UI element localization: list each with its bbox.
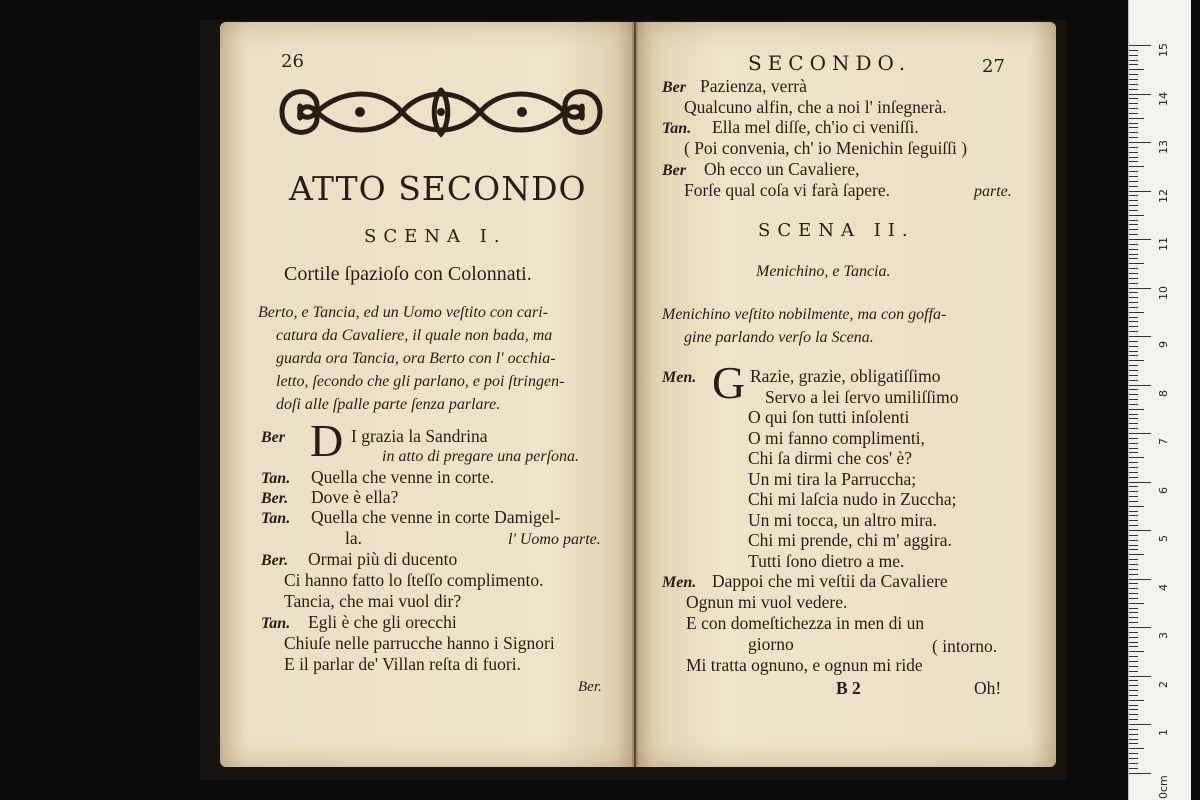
verse-line: Ognun mi vuol vedere. bbox=[686, 592, 848, 612]
ruler-tick bbox=[1129, 617, 1138, 618]
ruler-tick bbox=[1129, 84, 1138, 85]
ruler-tick bbox=[1129, 443, 1138, 444]
ruler-tick bbox=[1129, 734, 1138, 735]
inline-direction: parte. bbox=[974, 183, 1012, 200]
ruler-tick bbox=[1129, 186, 1138, 187]
ruler-tick bbox=[1129, 346, 1138, 347]
ruler-tick bbox=[1129, 268, 1138, 269]
ruler-tick bbox=[1129, 191, 1151, 192]
ruler-tick bbox=[1129, 763, 1138, 764]
verse-line: Dappoi che mi veſtii da Cavaliere bbox=[712, 571, 948, 591]
speaker-label: Tan. bbox=[261, 470, 291, 487]
ruler-tick bbox=[1129, 326, 1138, 327]
ruler-tick bbox=[1129, 428, 1138, 429]
ruler-tick bbox=[1129, 661, 1138, 662]
verse-line: I grazia la Sandrina bbox=[351, 426, 488, 446]
ruler-tick bbox=[1129, 113, 1138, 114]
ruler-tick bbox=[1129, 55, 1138, 56]
ruler-tick bbox=[1129, 152, 1138, 153]
ruler-tick bbox=[1129, 588, 1138, 589]
ruler-tick bbox=[1129, 709, 1138, 710]
ruler-label: 13 bbox=[1157, 140, 1170, 154]
ruler-tick bbox=[1129, 409, 1144, 410]
ruler-tick bbox=[1129, 627, 1151, 628]
ruler-tick bbox=[1129, 355, 1138, 356]
verse-line: Dove è ella? bbox=[311, 487, 399, 507]
ruler-tick bbox=[1129, 288, 1151, 289]
ruler-tick bbox=[1129, 341, 1138, 342]
ruler-tick bbox=[1129, 418, 1138, 419]
verse-line: Quella che venne in corte Damigel- bbox=[311, 507, 561, 527]
ruler-tick bbox=[1129, 506, 1144, 507]
act-title: ATTO SECONDO bbox=[289, 169, 587, 208]
measurement-ruler bbox=[1128, 0, 1191, 800]
ruler-tick bbox=[1129, 622, 1138, 623]
ruler-tick bbox=[1129, 389, 1138, 390]
ruler-tick bbox=[1129, 312, 1144, 313]
speaker-label: Tan. bbox=[261, 615, 291, 632]
ruler-tick bbox=[1129, 549, 1138, 550]
ruler-tick bbox=[1129, 200, 1138, 201]
speaker-label: Men. bbox=[662, 574, 697, 591]
ruler-tick bbox=[1129, 380, 1138, 381]
verse-line: Un mi tocca, un altro mira. bbox=[748, 510, 938, 530]
ruler-tick bbox=[1129, 690, 1138, 691]
ruler-tick bbox=[1129, 758, 1138, 759]
ruler-tick bbox=[1129, 98, 1138, 99]
verse-line: O qui ſon tutti inſolenti bbox=[748, 407, 910, 427]
right-page-number: 27 bbox=[982, 56, 1005, 77]
verse-line: Oh ecco un Cavaliere, bbox=[704, 159, 860, 179]
ruler-tick bbox=[1129, 89, 1138, 90]
ruler-tick bbox=[1129, 612, 1138, 613]
ruler-tick bbox=[1129, 603, 1144, 604]
verse-line: O mi fanno complimenti, bbox=[748, 428, 925, 448]
drop-cap: G bbox=[712, 357, 746, 408]
ruler-tick bbox=[1129, 700, 1144, 701]
direction-line: doſi alle ſpalle parte ſenza parlare. bbox=[276, 396, 501, 413]
verse-line: Chi ſa dirmi che cos' è? bbox=[748, 448, 913, 468]
speaker-label: Ber bbox=[261, 429, 285, 446]
ruler-tick bbox=[1129, 118, 1144, 119]
ruler-tick bbox=[1129, 45, 1151, 46]
verse-line: Mi tratta ognuno, e ognun mi ride bbox=[686, 655, 923, 675]
verse-line: Tutti ſono dietro a me. bbox=[748, 551, 905, 571]
speaker-label: Men. bbox=[662, 369, 697, 386]
speaker-label: Ber. bbox=[261, 552, 289, 569]
scene-characters: Menichino, e Tancia. bbox=[756, 263, 891, 280]
ruler-label: 2 bbox=[1157, 680, 1170, 688]
verse-line: Chiuſe nelle parrucche hanno i Signori bbox=[284, 633, 555, 653]
ruler-tick bbox=[1129, 297, 1138, 298]
verse-line: Chi mi prende, chi m' aggira. bbox=[748, 530, 952, 550]
ruler-tick bbox=[1129, 94, 1151, 95]
ruler-tick bbox=[1129, 414, 1138, 415]
ruler-tick bbox=[1129, 176, 1138, 177]
ruler-tick bbox=[1129, 302, 1138, 303]
ruler-tick bbox=[1129, 511, 1138, 512]
scene-location: Cortile ſpazioſo con Colonnati. bbox=[284, 263, 532, 285]
verse-line: Servo a lei ſervo umiliſſimo bbox=[765, 387, 959, 407]
ruler-tick bbox=[1129, 496, 1138, 497]
ruler-tick bbox=[1129, 467, 1138, 468]
ruler-label: 0cm bbox=[1157, 774, 1170, 799]
verse-line: Un mi tira la Parruccha; bbox=[748, 469, 917, 489]
verse-line: giorno bbox=[748, 634, 794, 654]
ruler-tick bbox=[1129, 729, 1138, 730]
ruler-tick bbox=[1129, 103, 1138, 104]
ruler-tick bbox=[1129, 166, 1144, 167]
direction-line: guarda ora Tancia, ora Berto con l' occhia- bbox=[276, 350, 556, 367]
verse-line: Qualcuno alfin, che a noi l' inſegnerà. bbox=[684, 97, 947, 117]
ruler-tick bbox=[1129, 317, 1138, 318]
ruler-tick bbox=[1129, 375, 1138, 376]
right-scene-title: SCENA II. bbox=[758, 220, 915, 241]
ruler-label: 11 bbox=[1157, 237, 1170, 251]
ruler-tick bbox=[1129, 569, 1138, 570]
ruler-tick bbox=[1129, 205, 1138, 206]
ruler-tick bbox=[1129, 239, 1151, 240]
ruler-tick bbox=[1129, 142, 1151, 143]
left-scene-title: SCENA I. bbox=[364, 226, 507, 247]
ruler-tick bbox=[1129, 273, 1138, 274]
ruler-tick bbox=[1129, 486, 1138, 487]
ruler-tick bbox=[1129, 108, 1138, 109]
ruler-tick bbox=[1129, 137, 1138, 138]
ruler-tick bbox=[1129, 564, 1138, 565]
ruler-tick bbox=[1129, 210, 1138, 211]
ruler-tick bbox=[1129, 50, 1138, 51]
ruler-tick bbox=[1129, 64, 1138, 65]
ruler-tick bbox=[1129, 724, 1151, 725]
direction-line: Berto, e Tancia, ed un Uomo veſtito con cari- bbox=[258, 304, 549, 321]
ruler-tick bbox=[1129, 234, 1138, 235]
right-catchword: Oh! bbox=[974, 678, 1002, 698]
ruler-tick bbox=[1129, 773, 1151, 774]
ruler-tick bbox=[1129, 360, 1144, 361]
ruler-tick bbox=[1129, 244, 1138, 245]
ruler-label: 5 bbox=[1157, 535, 1170, 542]
inline-direction: in atto di pregare una perſona. bbox=[382, 448, 580, 465]
ruler-tick bbox=[1129, 676, 1151, 677]
ruler-tick bbox=[1129, 574, 1138, 575]
ruler-tick bbox=[1129, 321, 1138, 322]
inline-direction: ( intorno. bbox=[932, 636, 998, 656]
speaker-label: Ber bbox=[662, 162, 686, 179]
ruler-tick bbox=[1129, 249, 1138, 250]
verse-line: E con domeſtichezza in men di un bbox=[686, 613, 925, 633]
ruler-tick bbox=[1129, 171, 1138, 172]
drop-cap: D bbox=[310, 415, 344, 466]
ruler-tick bbox=[1129, 220, 1138, 221]
left-catchword: Ber. bbox=[578, 679, 602, 695]
ruler-tick bbox=[1129, 258, 1138, 259]
ruler-tick bbox=[1129, 278, 1138, 279]
ruler-tick bbox=[1129, 593, 1138, 594]
running-head: SECONDO. bbox=[748, 51, 912, 75]
verse-line: Egli è che gli orecchi bbox=[308, 612, 457, 632]
verse-line: Forſe qual coſa vi farà ſapere. bbox=[684, 180, 891, 200]
ruler-tick bbox=[1129, 254, 1138, 255]
ruler-tick bbox=[1129, 705, 1138, 706]
verse-line: Quella che venne in corte. bbox=[311, 467, 495, 487]
left-page-number: 26 bbox=[281, 51, 304, 72]
ruler-tick bbox=[1129, 482, 1151, 483]
ruler-label: 9 bbox=[1157, 341, 1170, 348]
speaker-label: Tan. bbox=[662, 120, 692, 137]
ruler-tick bbox=[1129, 680, 1138, 681]
ruler-tick bbox=[1129, 147, 1138, 148]
ruler-tick bbox=[1129, 637, 1138, 638]
verse-line: Ci hanno fatto lo ſteſſo complimento. bbox=[284, 570, 544, 590]
ruler-tick bbox=[1129, 525, 1138, 526]
ruler-tick bbox=[1129, 642, 1138, 643]
ruler-tick bbox=[1129, 399, 1138, 400]
ruler-tick bbox=[1129, 695, 1138, 696]
ruler-tick bbox=[1129, 608, 1138, 609]
verse-line: ( Poi convenia, ch' io Menichin ſeguiſſi ) bbox=[684, 138, 968, 158]
verse-line: Tancia, che mai vuol dir? bbox=[284, 591, 462, 611]
ruler-tick bbox=[1129, 714, 1138, 715]
ruler-tick bbox=[1129, 307, 1138, 308]
ruler-tick bbox=[1129, 520, 1138, 521]
verse-line: E il parlar de' Villan reſta di fuori. bbox=[284, 654, 521, 674]
ruler-label: 1 bbox=[1157, 729, 1170, 736]
ruler-tick bbox=[1129, 60, 1138, 61]
ruler-tick bbox=[1129, 79, 1138, 80]
ruler-tick bbox=[1129, 457, 1144, 458]
ruler-tick bbox=[1129, 545, 1138, 546]
ruler-tick bbox=[1129, 404, 1138, 405]
ruler-tick bbox=[1129, 598, 1138, 599]
ruler-tick bbox=[1129, 283, 1138, 284]
ruler-label: 15 bbox=[1157, 43, 1170, 57]
ruler-tick bbox=[1129, 719, 1138, 720]
ruler-tick bbox=[1129, 753, 1138, 754]
ruler-tick bbox=[1129, 477, 1138, 478]
ruler-tick bbox=[1129, 385, 1151, 386]
ruler-tick bbox=[1129, 768, 1138, 769]
direction-line: catura da Cavaliere, il quale non bada, ma bbox=[276, 327, 553, 344]
ruler-tick bbox=[1129, 132, 1138, 133]
ruler-tick bbox=[1129, 646, 1138, 647]
verse-line: Pazienza, verrà bbox=[700, 76, 807, 96]
ruler-tick bbox=[1129, 370, 1138, 371]
ruler-tick bbox=[1129, 656, 1138, 657]
direction-line: gine parlando verſo la Scena. bbox=[684, 329, 874, 346]
ruler-tick bbox=[1129, 448, 1138, 449]
ruler-tick bbox=[1129, 69, 1144, 70]
signature-mark: B 2 bbox=[836, 678, 861, 698]
ruler-tick bbox=[1129, 579, 1151, 580]
ruler-tick bbox=[1129, 748, 1144, 749]
ruler-tick bbox=[1129, 472, 1138, 473]
ruler-tick bbox=[1129, 74, 1138, 75]
ruler-tick bbox=[1129, 123, 1138, 124]
speaker-label: Ber. bbox=[261, 490, 289, 507]
ruler-tick bbox=[1129, 394, 1138, 395]
ruler-tick bbox=[1129, 530, 1151, 531]
ruler-tick bbox=[1129, 743, 1138, 744]
ruler-tick bbox=[1129, 515, 1138, 516]
ruler-tick bbox=[1129, 263, 1144, 264]
ruler-label: 4 bbox=[1157, 583, 1170, 591]
speaker-label: Tan. bbox=[261, 510, 291, 527]
ruler-tick bbox=[1129, 739, 1138, 740]
ruler-label: 3 bbox=[1157, 632, 1170, 639]
ruler-tick bbox=[1129, 535, 1138, 536]
verse-line: Ella mel diſſe, ch'io ci veniſſi. bbox=[712, 117, 919, 137]
ruler-tick bbox=[1129, 501, 1138, 502]
ruler-tick bbox=[1129, 181, 1138, 182]
ruler-tick bbox=[1129, 651, 1144, 652]
verse-line: la. bbox=[345, 528, 363, 548]
ruler-tick bbox=[1129, 351, 1138, 352]
ruler-label: 6 bbox=[1157, 486, 1170, 494]
direction-line: Menichino veſtito nobilmente, ma con goffa- bbox=[662, 306, 947, 323]
ruler-tick bbox=[1129, 161, 1138, 162]
ruler-tick bbox=[1129, 365, 1138, 366]
ruler-tick bbox=[1129, 229, 1138, 230]
headpiece-ornament bbox=[272, 76, 610, 148]
verse-line: Chi mi laſcia nudo in Zuccha; bbox=[748, 489, 957, 509]
ruler-label: 12 bbox=[1157, 188, 1170, 203]
direction-line: letto, ſecondo che gli parlano, e poi ſtringen- bbox=[276, 373, 565, 390]
inline-direction: l' Uomo parte. bbox=[508, 531, 601, 548]
ruler-tick bbox=[1129, 559, 1138, 560]
ruler-tick bbox=[1129, 685, 1138, 686]
ruler-tick bbox=[1129, 127, 1138, 128]
ruler-tick bbox=[1129, 554, 1144, 555]
ruler-label: 8 bbox=[1157, 389, 1170, 397]
ruler-tick bbox=[1129, 462, 1138, 463]
verse-line: Ormai più di ducento bbox=[308, 549, 458, 569]
ruler-tick bbox=[1129, 540, 1138, 541]
ruler-tick bbox=[1129, 157, 1138, 158]
ruler-tick bbox=[1129, 666, 1138, 667]
ruler-tick bbox=[1129, 423, 1138, 424]
ruler-tick bbox=[1129, 224, 1138, 225]
verse-line: Razie, grazie, obligatiſſimo bbox=[750, 366, 941, 386]
ruler-tick bbox=[1129, 292, 1138, 293]
ruler-tick bbox=[1129, 632, 1138, 633]
ruler-tick bbox=[1129, 671, 1138, 672]
ruler-tick bbox=[1129, 215, 1144, 216]
ruler-label: 7 bbox=[1157, 438, 1170, 445]
speaker-label: Ber bbox=[662, 79, 686, 96]
ruler-label: 14 bbox=[1157, 91, 1170, 106]
ruler-tick bbox=[1129, 336, 1151, 337]
ruler-tick bbox=[1129, 491, 1138, 492]
ruler-tick bbox=[1129, 452, 1138, 453]
ruler-tick bbox=[1129, 433, 1151, 434]
ruler-tick bbox=[1129, 331, 1138, 332]
ruler-tick bbox=[1129, 195, 1138, 196]
book-gutter bbox=[632, 22, 638, 767]
ruler-label: 10 bbox=[1157, 285, 1170, 300]
ruler-tick bbox=[1129, 583, 1138, 584]
ruler-tick bbox=[1129, 438, 1138, 439]
